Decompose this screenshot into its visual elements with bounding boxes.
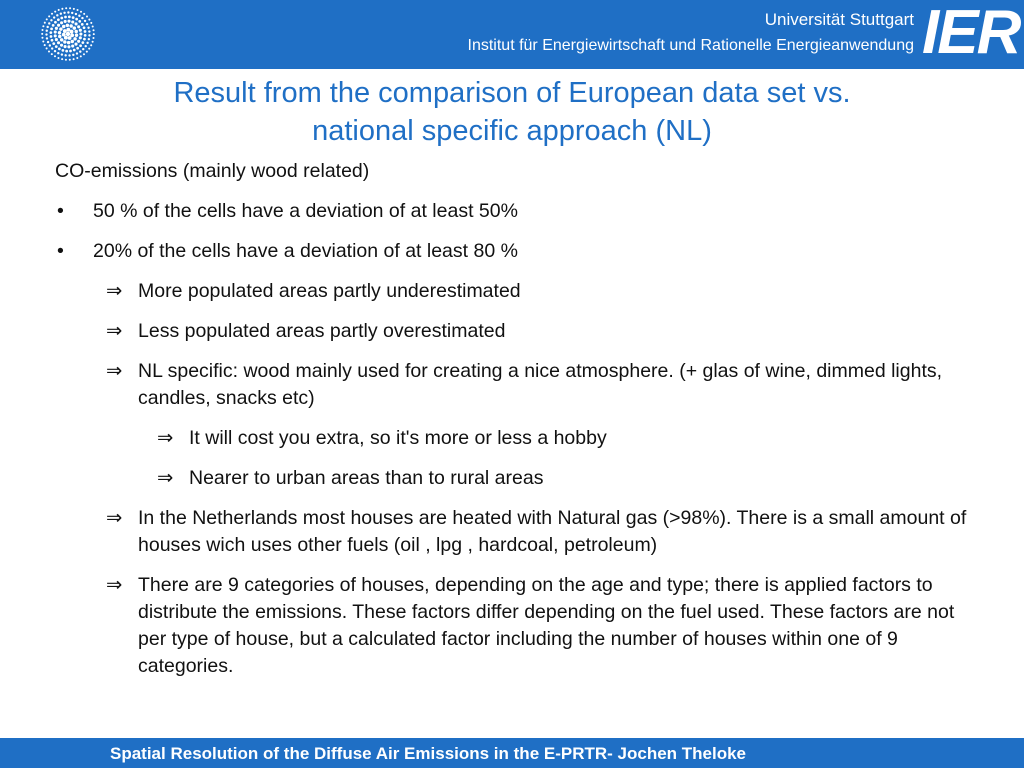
- sun-logo-dot: [57, 24, 60, 27]
- sun-logo-dot: [44, 44, 46, 46]
- sun-logo-dot: [51, 47, 53, 49]
- bullet-marker: •: [57, 200, 64, 222]
- sun-logo-dot: [93, 29, 95, 31]
- sun-logo-dot: [74, 43, 77, 46]
- sun-logo-dot: [72, 16, 75, 19]
- sun-logo-dot: [58, 31, 61, 34]
- sun-logo-dot: [69, 7, 71, 9]
- arrow-point: [55, 278, 985, 305]
- sun-logo-dot: [63, 12, 65, 14]
- sun-logo-dot: [55, 45, 58, 48]
- sun-logo-dot: [76, 52, 78, 54]
- sun-logo-dot: [71, 44, 74, 47]
- sun-logo-dot: [73, 58, 75, 60]
- implies-arrow-icon: ⇒: [157, 467, 174, 489]
- arrow-point: [55, 505, 985, 559]
- sun-logo-dot: [68, 54, 70, 56]
- implies-arrow-icon: ⇒: [106, 507, 123, 529]
- bullet-text: 20% of the cells have a deviation of at least 80 %: [93, 240, 518, 262]
- sun-logo-dot: [88, 38, 90, 40]
- sun-logo-dot: [88, 30, 90, 32]
- sun-logo-dot: [71, 20, 74, 23]
- sun-logo-dot: [73, 26, 76, 29]
- sun-logo-dot: [73, 49, 76, 52]
- sun-logo-dot: [54, 34, 57, 37]
- sun-logo-dot: [76, 57, 78, 59]
- sun-logo-dot: [57, 18, 60, 21]
- sun-logo-dot: [54, 21, 57, 24]
- sun-logo-dot: [86, 42, 88, 44]
- sun-logo-dot: [75, 18, 78, 21]
- institute-name: Institut für Energiewirtschaft und Rationelle Energieanwendung: [467, 37, 914, 54]
- sun-logo-dot: [81, 41, 84, 44]
- subpoint-text: It will cost you extra, so it's more or less a hobby: [189, 427, 607, 449]
- sun-logo-dot: [64, 54, 66, 56]
- sun-logo-dot: [54, 50, 56, 52]
- sun-logo-dot: [84, 34, 87, 37]
- sun-logo-dot: [61, 8, 63, 10]
- bullet-marker: •: [57, 240, 64, 262]
- sun-logo-dot: [87, 27, 89, 29]
- sun-logo-dot: [60, 17, 63, 20]
- sun-logo-dot: [50, 19, 52, 21]
- arrow-point: [55, 572, 985, 680]
- sun-logo-dot: [83, 13, 85, 15]
- sun-logo-dot: [64, 16, 67, 19]
- sun-logo-dot: [53, 16, 55, 18]
- sun-logo-dot: [73, 37, 76, 40]
- sun-logo-dot: [92, 25, 94, 27]
- sun-logo-dot: [55, 38, 58, 41]
- sun-logo-dot: [68, 36, 72, 40]
- arrow-point: [55, 358, 985, 412]
- sun-logo-dot: [64, 45, 67, 48]
- sun-logo-dot: [52, 42, 55, 45]
- point-text: Less populated areas partly overestimated: [138, 320, 506, 342]
- slide-title: [60, 74, 964, 150]
- sun-logo-dot: [41, 29, 43, 31]
- implies-arrow-icon: ⇒: [106, 280, 123, 302]
- sun-logo-dot: [81, 17, 83, 19]
- sun-logo-dot: [88, 34, 90, 36]
- sun-logo-dot: [61, 58, 63, 60]
- sun-logo-dot: [49, 44, 51, 46]
- bullet-item: [55, 198, 985, 225]
- sun-logo-dot: [69, 59, 71, 61]
- sun-logo-dot: [56, 14, 58, 16]
- sun-logo-dot: [55, 27, 58, 30]
- sun-logo-dot: [62, 25, 65, 28]
- sun-logo-dot: [79, 29, 82, 32]
- bullet-item: [55, 238, 985, 265]
- implies-arrow-icon: ⇒: [106, 360, 123, 382]
- sun-logo-dot: [51, 39, 54, 42]
- sun-logo-dot: [61, 53, 63, 55]
- sun-logo-dot: [88, 19, 90, 21]
- sun-logo-dot: [57, 41, 60, 44]
- sun-logo-dot: [57, 52, 59, 54]
- ier-logo: IER: [922, 0, 1020, 67]
- sun-logo-dot: [65, 59, 67, 61]
- sun-logo-dot: [75, 13, 77, 15]
- sun-logo-dot: [41, 37, 43, 39]
- title-line-2: national specific approach (NL): [312, 115, 712, 147]
- sun-logo-dot: [83, 38, 86, 41]
- university-sun-logo-icon: [40, 6, 96, 62]
- sun-logo-dot: [85, 45, 87, 47]
- sun-logo-dot: [84, 20, 86, 22]
- sun-logo-dot: [83, 26, 86, 29]
- sun-logo-dot: [48, 22, 50, 24]
- implies-arrow-icon: ⇒: [106, 574, 123, 596]
- sun-logo-dot: [46, 47, 48, 49]
- sun-logo-dot: [60, 38, 63, 41]
- point-text: More populated areas partly underestimated: [138, 280, 521, 302]
- sun-logo-dot: [58, 35, 61, 38]
- sun-logo-dot: [76, 47, 79, 50]
- implies-arrow-icon: ⇒: [106, 320, 123, 342]
- sun-logo-dot: [90, 22, 92, 24]
- sun-logo-dot: [64, 20, 67, 23]
- slide-content: [55, 158, 985, 693]
- sun-logo-dot: [71, 12, 73, 14]
- sun-logo-dot: [79, 44, 82, 47]
- sun-logo-dot: [69, 24, 72, 27]
- university-name: Universität Stuttgart: [764, 10, 914, 29]
- sun-logo-dot: [77, 9, 79, 11]
- sun-logo-dot: [67, 45, 70, 48]
- sun-logo-dot: [47, 41, 49, 43]
- footer-bar: [0, 738, 1024, 768]
- sun-logo-dot: [60, 44, 63, 47]
- sun-logo-dot: [42, 25, 44, 27]
- sun-logo-dot: [46, 30, 48, 32]
- point-text: In the Netherlands most houses are heated with Natural gas (>98%). There is a small amount of houses wich uses other fuels (oil , lpg , hardcoal, petroleum): [138, 507, 967, 556]
- arrow-point: [55, 318, 985, 345]
- subpoint-text: Nearer to urban areas than to rural areas: [189, 467, 544, 489]
- sun-logo-dot: [68, 15, 71, 18]
- sun-logo-dot: [72, 54, 74, 56]
- sun-logo-dot: [52, 24, 55, 27]
- sun-logo-dot: [54, 55, 56, 57]
- sun-logo-dot: [75, 22, 78, 25]
- sun-logo-dot: [70, 30, 74, 34]
- sun-logo-dot: [65, 7, 67, 9]
- sun-logo-dot: [77, 25, 80, 28]
- sun-logo-dot: [48, 50, 50, 52]
- sun-logo-dot: [63, 29, 67, 33]
- sun-logo-dot: [54, 11, 56, 13]
- sun-logo-dot: [69, 50, 72, 53]
- sun-logo-dot: [80, 55, 82, 57]
- title-line-1: Result from the comparison of European data set vs.: [173, 77, 851, 109]
- sun-logo-dot: [60, 13, 62, 15]
- arrow-subpoint: [55, 425, 985, 452]
- sun-logo-dot: [62, 49, 65, 52]
- sun-logo-dot: [78, 20, 81, 23]
- sun-logo-dot: [62, 33, 66, 37]
- sun-logo-dot: [57, 57, 59, 59]
- sun-logo-dot: [58, 47, 61, 50]
- sun-logo-dot: [92, 41, 94, 43]
- sun-logo-dot: [65, 50, 68, 53]
- sun-logo-dot: [79, 32, 82, 35]
- point-text: There are 9 categories of houses, depending on the age and type; there is applied factors to distribute the emissions. These factors differ depending on the fuel used. These factors are not per type of house, but a calculated factor including the number of houses within one of 9 categories.: [138, 574, 955, 677]
- point-text: NL specific: wood mainly used for creating a nice atmosphere. (+ glas of wine, dimmed lights, candles, snacks etc): [138, 360, 943, 409]
- sun-logo-dot: [79, 50, 81, 52]
- sun-logo-dot: [67, 41, 70, 44]
- sun-logo-dot: [71, 40, 74, 43]
- sun-logo-dot: [88, 48, 90, 50]
- sun-logo-dot: [92, 37, 94, 39]
- sun-logo-dot: [80, 11, 82, 13]
- sun-logo-dot: [44, 22, 46, 24]
- footer-text: Spatial Resolution of the Diffuse Air Emissions in the E-PRTR- Jochen Theloke: [110, 744, 747, 763]
- sun-logo-dot: [90, 44, 92, 46]
- sun-logo-dot: [42, 40, 44, 42]
- sun-logo-dot: [51, 13, 53, 15]
- sun-logo-dot: [48, 15, 50, 17]
- implies-arrow-icon: ⇒: [157, 427, 174, 449]
- sun-logo-dot: [67, 20, 70, 23]
- sun-logo-dot: [49, 31, 52, 34]
- sun-logo-dot: [83, 53, 85, 55]
- sun-logo-dot: [82, 48, 84, 50]
- sun-logo-dot: [84, 30, 87, 33]
- sun-logo-dot: [45, 33, 47, 35]
- sun-logo-dot: [50, 28, 53, 31]
- sun-logo-dot: [81, 23, 84, 26]
- sun-logo-dot: [66, 24, 69, 27]
- sun-logo-dot: [51, 53, 53, 55]
- intro-text: CO-emissions (mainly wood related): [55, 160, 370, 182]
- sun-logo-dot: [75, 34, 78, 37]
- sun-logo-dot: [46, 18, 48, 20]
- sun-logo-dot: [74, 30, 77, 33]
- sun-logo-dot: [58, 9, 60, 11]
- header-bar: [0, 0, 1024, 69]
- bullet-text: 50 % of the cells have a deviation of at least 50%: [93, 200, 518, 222]
- sun-logo-dot: [79, 36, 82, 39]
- sun-logo-center-dot: [66, 32, 70, 36]
- sun-logo-dot: [46, 26, 48, 28]
- sun-logo-dot: [46, 37, 48, 39]
- sun-logo-dot: [67, 11, 69, 13]
- sun-logo-dot: [73, 8, 75, 10]
- arrow-subpoint: [55, 465, 985, 492]
- sun-logo-dot: [86, 23, 88, 25]
- sun-logo-dot: [41, 33, 43, 35]
- sun-logo-dot: [63, 40, 66, 43]
- sun-logo-dot: [93, 33, 95, 35]
- sun-logo-dot: [54, 30, 57, 33]
- sun-logo-dot: [50, 35, 53, 38]
- sun-logo-dot: [77, 40, 80, 43]
- sun-logo-dot: [86, 51, 88, 53]
- sun-logo-dot: [86, 16, 88, 18]
- sun-logo-dot: [59, 27, 62, 30]
- sun-logo-dot: [60, 21, 63, 24]
- sun-logo-dot: [66, 28, 70, 32]
- sun-logo-dot: [78, 15, 80, 17]
